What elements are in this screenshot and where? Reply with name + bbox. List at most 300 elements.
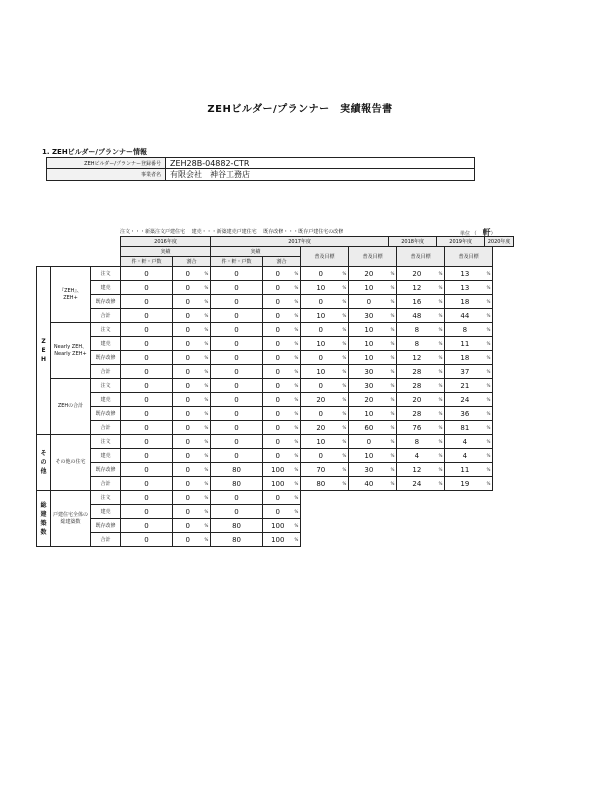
count-2016: 0 [121,379,173,393]
count-2017: 0 [211,407,263,421]
table-row [37,505,514,519]
percent-sign: % [389,407,397,421]
target-20: 11 [445,337,485,351]
percent-sign: % [389,351,397,365]
percent-sign: % [389,323,397,337]
unit-paren-close: ） [490,231,496,237]
ratio-2016: 0 [173,519,203,533]
legend-item-built: 建売・・・新築建売戸建住宅 [191,229,257,235]
group-letter: H [40,356,47,363]
target-19: 76 [397,421,437,435]
percent-sign: % [389,435,397,449]
percent-sign: % [203,267,211,281]
target-17: 10 [301,435,341,449]
kind-label: 合計 [91,365,121,379]
percent-sign: % [203,309,211,323]
section-label: Nearly ZEH、Nearly ZEH+ [51,323,91,379]
ratio-2016: 0 [173,323,203,337]
table-row [37,393,514,407]
target-18: 10 [349,323,389,337]
percent-sign: % [341,309,349,323]
ratio-2017: 0 [263,309,293,323]
ratio-2017: 0 [263,295,293,309]
percent-sign: % [485,393,493,407]
percent-sign: % [293,379,301,393]
percent-sign: % [485,281,493,295]
percent-sign: % [293,407,301,421]
kind-label: 建売 [91,449,121,463]
count-2017: 0 [211,421,263,435]
percent-sign: % [341,449,349,463]
percent-sign: % [437,351,445,365]
kind-label: 建売 [91,393,121,407]
target-19: 20 [397,393,437,407]
percent-sign: % [341,435,349,449]
target-17: 0 [301,323,341,337]
target-19: 16 [397,295,437,309]
percent-sign: % [485,323,493,337]
percent-sign: % [341,393,349,407]
percent-sign: % [485,351,493,365]
kind-label: 注文 [91,435,121,449]
count-2016: 0 [121,323,173,337]
percent-sign: % [389,421,397,435]
target-19: 12 [397,351,437,365]
percent-sign: % [203,449,211,463]
percent-sign: % [293,337,301,351]
legend-item-order: 注文・・・新築注文戸建住宅 [120,229,186,235]
percent-sign: % [293,435,301,449]
target-19: 12 [397,281,437,295]
ratio-2016: 0 [173,407,203,421]
target-19: 8 [397,337,437,351]
ratio-2017: 0 [263,351,293,365]
header-row-years [37,237,514,247]
percent-sign: % [437,379,445,393]
percent-sign: % [341,323,349,337]
table-row [37,519,514,533]
header-ratio-2017: 割合 [263,257,301,267]
kind-label: 注文 [91,323,121,337]
percent-sign: % [203,351,211,365]
target-17: 10 [301,337,341,351]
kind-label: 建売 [91,281,121,295]
count-2017: 80 [211,533,263,547]
percent-sign: % [293,533,301,547]
percent-sign: % [437,309,445,323]
percent-sign: % [341,295,349,309]
kind-label: 合計 [91,309,121,323]
table-row [37,477,514,491]
percent-sign: % [389,365,397,379]
target-17: 0 [301,379,341,393]
ratio-2017: 0 [263,281,293,295]
target-20: 21 [445,379,485,393]
percent-sign: % [341,337,349,351]
header-blank [37,237,121,247]
registration-number-value: ZEH28B-04882-CTR [166,158,475,169]
percent-sign: % [389,281,397,295]
percent-sign: % [485,295,493,309]
count-2016: 0 [121,365,173,379]
header-fy2019: 2019年度 [437,237,485,247]
count-2017: 0 [211,449,263,463]
target-20: 44 [445,309,485,323]
percent-sign: % [389,267,397,281]
percent-sign: % [437,323,445,337]
legend [120,228,343,235]
group-letter: 建 [40,510,47,518]
count-2016: 0 [121,463,173,477]
company-name-value: 有限会社 神谷工務店 [166,169,475,181]
percent-sign: % [293,421,301,435]
header-row-result [37,247,514,257]
count-2016: 0 [121,449,173,463]
kind-label: 合計 [91,477,121,491]
percent-sign: % [437,435,445,449]
target-17: 0 [301,351,341,365]
target-17: 0 [301,295,341,309]
count-2016: 0 [121,309,173,323]
results-table [36,236,514,547]
empty-area [301,491,493,505]
target-18: 20 [349,393,389,407]
count-2016: 0 [121,421,173,435]
percent-sign: % [437,267,445,281]
legend-item-existing: 既存改修・・・既存戸建住宅の改修 [263,229,344,235]
percent-sign: % [437,281,445,295]
percent-sign: % [485,463,493,477]
header-fy2017: 2017年度 [211,237,389,247]
target-18: 10 [349,407,389,421]
count-2017: 0 [211,281,263,295]
percent-sign: % [437,393,445,407]
ratio-2016: 0 [173,295,203,309]
target-17: 10 [301,365,341,379]
ratio-2016: 0 [173,421,203,435]
count-2016: 0 [121,505,173,519]
count-2017: 80 [211,519,263,533]
group-letter: の [40,459,47,466]
target-17: 20 [301,421,341,435]
target-20: 19 [445,477,485,491]
table-row [37,267,514,281]
table-row [37,337,514,351]
target-18: 10 [349,281,389,295]
table-row [37,309,514,323]
table-row [37,379,514,393]
target-20: 36 [445,407,485,421]
percent-sign: % [437,477,445,491]
table-row [37,463,514,477]
target-20: 18 [445,351,485,365]
section-label: その他の住宅 [51,435,91,491]
header-result-2017: 実績 [211,247,301,257]
ratio-2017: 0 [263,505,293,519]
section-heading: 1. ZEHビルダー/プランナー情報 [42,148,147,156]
kind-label: 既存改修 [91,295,121,309]
count-2017: 80 [211,463,263,477]
count-2016: 0 [121,295,173,309]
kind-label: 注文 [91,379,121,393]
target-20: 24 [445,393,485,407]
ratio-2017: 100 [263,477,293,491]
percent-sign: % [389,449,397,463]
group-label [37,435,51,491]
target-20: 37 [445,365,485,379]
header-target-2018: 普及目標 [349,247,397,267]
ratio-2016: 0 [173,505,203,519]
header-blank [37,257,121,267]
ratio-2016: 0 [173,351,203,365]
group-letter: Z [41,338,46,345]
target-19: 8 [397,435,437,449]
percent-sign: % [485,421,493,435]
percent-sign: % [389,337,397,351]
target-18: 20 [349,267,389,281]
ratio-2016: 0 [173,491,203,505]
builder-info-table [46,157,475,181]
section-label: 戸建住宅全体の総建築数 [51,491,91,547]
ratio-2017: 0 [263,323,293,337]
ratio-2016: 0 [173,435,203,449]
percent-sign: % [437,449,445,463]
kind-label: 既存改修 [91,519,121,533]
count-2016: 0 [121,407,173,421]
kind-label: 合計 [91,421,121,435]
percent-sign: % [341,267,349,281]
count-2016: 0 [121,267,173,281]
percent-sign: % [389,295,397,309]
registration-number-label: ZEHビルダー/プランナー登録番号 [47,158,166,169]
percent-sign: % [389,393,397,407]
percent-sign: % [203,379,211,393]
target-19: 28 [397,365,437,379]
target-18: 30 [349,379,389,393]
target-18: 0 [349,435,389,449]
percent-sign: % [485,365,493,379]
percent-sign: % [203,323,211,337]
ratio-2017: 0 [263,379,293,393]
ratio-2017: 100 [263,463,293,477]
percent-sign: % [389,379,397,393]
target-20: 4 [445,449,485,463]
count-2017: 0 [211,295,263,309]
unit-value: 軒 [482,228,491,237]
ratio-2016: 0 [173,365,203,379]
table-row [37,295,514,309]
percent-sign: % [389,477,397,491]
header-count-2016: 件・軒・戸数 [121,257,173,267]
percent-sign: % [485,337,493,351]
group-letter: そ [40,450,47,457]
target-19: 28 [397,379,437,393]
group-letter: 数 [40,528,47,536]
ratio-2016: 0 [173,393,203,407]
company-name-label: 事業者名 [47,169,166,181]
group-letter: 築 [40,519,47,527]
count-2017: 80 [211,477,263,491]
ratio-2017: 0 [263,491,293,505]
empty-area [301,533,493,547]
target-20: 13 [445,281,485,295]
target-18: 30 [349,365,389,379]
count-2016: 0 [121,491,173,505]
kind-label: 注文 [91,491,121,505]
target-20: 8 [445,323,485,337]
info-row [47,158,475,169]
percent-sign: % [293,365,301,379]
count-2017: 0 [211,337,263,351]
percent-sign: % [293,309,301,323]
group-label [37,491,51,547]
count-2017: 0 [211,351,263,365]
target-18: 60 [349,421,389,435]
target-20: 4 [445,435,485,449]
percent-sign: % [203,281,211,295]
percent-sign: % [389,309,397,323]
count-2017: 0 [211,309,263,323]
count-2017: 0 [211,323,263,337]
percent-sign: % [485,407,493,421]
ratio-2016: 0 [173,379,203,393]
group-letter: 総 [40,501,47,509]
count-2017: 0 [211,393,263,407]
table-row [37,449,514,463]
target-20: 81 [445,421,485,435]
count-2017: 0 [211,505,263,519]
header-ratio-2016: 割合 [173,257,211,267]
percent-sign: % [203,393,211,407]
kind-label: 建売 [91,337,121,351]
kind-label: 既存改修 [91,463,121,477]
percent-sign: % [293,351,301,365]
ratio-2017: 0 [263,449,293,463]
percent-sign: % [293,393,301,407]
ratio-2016: 0 [173,477,203,491]
percent-sign: % [341,463,349,477]
target-17: 0 [301,407,341,421]
percent-sign: % [293,281,301,295]
table-row [37,421,514,435]
count-2017: 0 [211,379,263,393]
target-19: 12 [397,463,437,477]
target-19: 28 [397,407,437,421]
ratio-2017: 0 [263,337,293,351]
count-2017: 0 [211,491,263,505]
table-row [37,407,514,421]
target-19: 48 [397,309,437,323]
percent-sign: % [203,477,211,491]
percent-sign: % [485,435,493,449]
target-18: 30 [349,463,389,477]
target-18: 10 [349,351,389,365]
ratio-2017: 0 [263,407,293,421]
percent-sign: % [203,421,211,435]
ratio-2016: 0 [173,337,203,351]
group-letter: E [41,347,46,354]
ratio-2016: 0 [173,267,203,281]
kind-label: 既存改修 [91,407,121,421]
info-row [47,169,475,181]
percent-sign: % [485,477,493,491]
target-19: 20 [397,267,437,281]
percent-sign: % [437,421,445,435]
table-row [37,323,514,337]
group-label [37,267,51,435]
percent-sign: % [341,379,349,393]
header-target-2019: 普及目標 [397,247,445,267]
percent-sign: % [293,323,301,337]
section-label: ZEHの合計 [51,379,91,435]
percent-sign: % [437,407,445,421]
count-2017: 0 [211,267,263,281]
header-count-2017: 件・軒・戸数 [211,257,263,267]
ratio-2016: 0 [173,281,203,295]
percent-sign: % [437,463,445,477]
empty-area [301,505,493,519]
count-2016: 0 [121,519,173,533]
percent-sign: % [203,533,211,547]
target-18: 0 [349,295,389,309]
percent-sign: % [203,337,211,351]
percent-sign: % [485,379,493,393]
percent-sign: % [485,449,493,463]
header-target-2020: 普及目標 [445,247,493,267]
target-19: 4 [397,449,437,463]
percent-sign: % [293,477,301,491]
target-18: 30 [349,309,389,323]
page-title: ZEHビルダー/プランナー 実績報告書 [207,104,393,115]
target-17: 10 [301,281,341,295]
percent-sign: % [437,365,445,379]
target-17: 20 [301,393,341,407]
percent-sign: % [293,463,301,477]
percent-sign: % [293,519,301,533]
percent-sign: % [341,351,349,365]
header-fy2020: 2020年度 [485,237,514,247]
count-2017: 0 [211,365,263,379]
count-2016: 0 [121,477,173,491]
percent-sign: % [203,295,211,309]
ratio-2017: 0 [263,421,293,435]
target-18: 40 [349,477,389,491]
percent-sign: % [341,365,349,379]
empty-area [301,519,493,533]
target-19: 24 [397,477,437,491]
count-2016: 0 [121,281,173,295]
kind-label: 建売 [91,505,121,519]
ratio-2017: 100 [263,519,293,533]
percent-sign: % [389,463,397,477]
percent-sign: % [293,491,301,505]
percent-sign: % [341,281,349,295]
table-row [37,281,514,295]
unit-paren-open: （ [471,231,477,237]
percent-sign: % [293,267,301,281]
target-18: 10 [349,337,389,351]
table-row [37,365,514,379]
header-target-2017: 普及目標 [301,247,349,267]
header-blank [37,247,121,257]
percent-sign: % [341,477,349,491]
percent-sign: % [203,491,211,505]
ratio-2016: 0 [173,533,203,547]
table-row [37,491,514,505]
ratio-2017: 0 [263,435,293,449]
ratio-2016: 0 [173,449,203,463]
unit-label: 単位 [460,231,471,237]
